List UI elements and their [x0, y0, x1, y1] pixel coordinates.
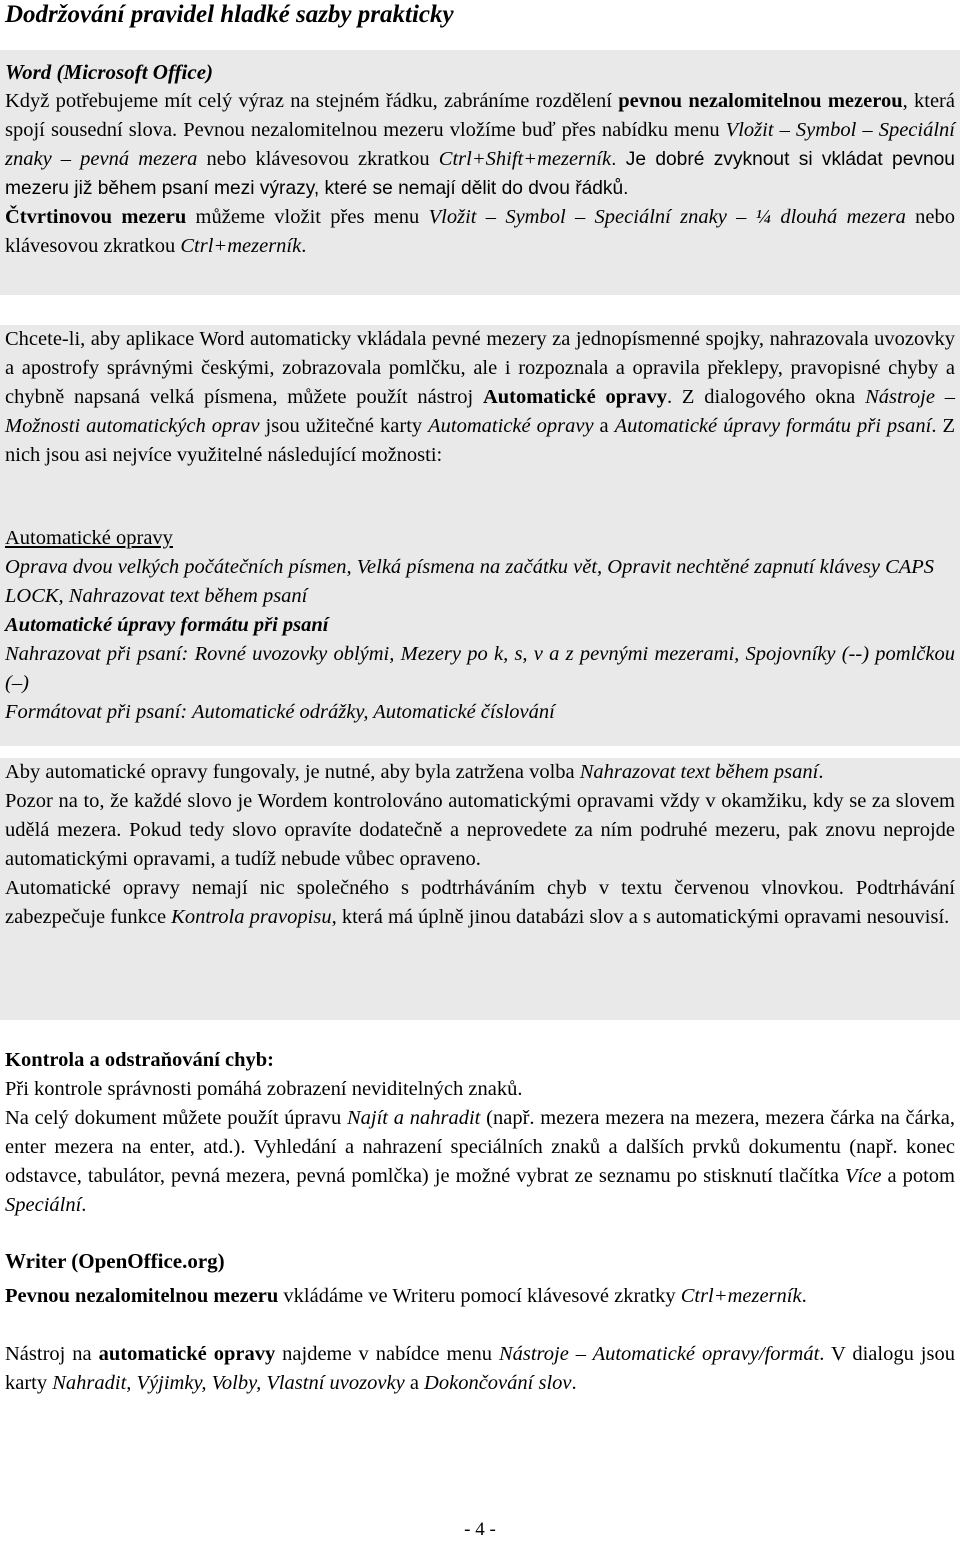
page-title: Dodržování pravidel hladké sazby prakticky	[5, 1, 454, 28]
word-paragraph-2: Čtvrtinovou mezeru můžeme vložit přes menu Vložit – Symbol – Speciální znaky – ¼ dlouhá mezera nebo klávesovou zkratkou Ctrl+mezerník.	[5, 206, 955, 257]
note-paragraph-1: Aby automatické opravy fungovaly, je nutné, aby byla zatržena volba Nahrazovat text během psaní.	[5, 761, 824, 783]
options-list-autoformat: Nahrazovat při psaní: Rovné uvozovky oblými, Mezery po k, s, v a z pevnými mezerami, Spojovníky (--) pomlčkou (–)	[5, 643, 955, 694]
options-list-format: Formátovat při psaní: Automatické odrážky, Automatické číslování	[5, 701, 555, 723]
writer-heading: Writer (OpenOffice.org)	[5, 1249, 225, 1273]
control-paragraph-2: Na celý dokument můžete použít úpravu Najít a nahradit (např. mezera mezera na mezera, mezera čárka na čárka, enter mezera na enter, atd.). Vyhledání a nahrazení speciálních znaků a dalších prvků dokumentu (např. konec odstavce, tabulátor, pevná mezera, pevná pomlčka) je možné vybrat ze seznamu po stisknutí tlačítka Více a potom Speciální.	[5, 1107, 955, 1216]
word-heading: Word (Microsoft Office)	[5, 60, 214, 84]
writer-section	[0, 1247, 960, 1398]
options-heading-autoformat: Automatické úpravy formátu při psaní	[5, 614, 329, 636]
writer-paragraph-2: Nástroj na automatické opravy najdeme v nabídce menu Nástroje – Automatické opravy/formát. V dialogu jsou karty Nahradit, Výjimky, Volby, Vlastní uvozovky a Dokončování slov.	[5, 1343, 955, 1394]
options-list-autocorrect: Oprava dvou velkých počátečních písmen, Velká písmena na začátku vět, Opravit nechtěné zapnutí klávesy CAPS LOCK, Nahrazovat text během psaní	[5, 556, 935, 607]
autocorrect-notes	[0, 758, 960, 1020]
word-paragraph-1: Když potřebujeme mít celý výraz na stejném řádku, zabráníme rozdělení pevnou nezalomitelnou mezerou, která spojí sousední slova. Pevnou nezalomitelnou mezeru vložíme buď přes nabídku menu Vložit – Symbol – Speciální znaky – pevná mezera nebo klávesovou zkratkou Ctrl+Shift+mezerník. Je dobré zvyknout si vkládat pevnou mezeru již během psaní mezi výrazy, které se nemají dělit do dvou řádků.	[5, 90, 955, 199]
word-section	[0, 50, 960, 295]
note-paragraph-2: Pozor na to, že každé slovo je Wordem kontrolováno automatickými opravami vždy v okamžiku, kdy se za slovem udělá mezera. Pokud tedy slovo opravíte dodatečně a neprovedete za ním podruhé mezeru, pak znovu neprojde automatickými opravami, a tudíž nebude vůbec opraveno.	[5, 790, 955, 870]
options-heading-autocorrect: Automatické opravy	[5, 527, 173, 549]
autocorrect-options	[0, 497, 960, 746]
control-paragraph-1: Při kontrole správnosti pomáhá zobrazení neviditelných znaků.	[5, 1078, 523, 1100]
control-heading: Kontrola a odstraňování chyb:	[5, 1049, 275, 1071]
writer-paragraph-1: Pevnou nezalomitelnou mezeru vkládáme ve Writeru pomocí klávesové zkratky Ctrl+mezerník.	[5, 1285, 807, 1307]
autocorrect-intro: Chcete-li, aby aplikace Word automaticky vkládala pevné mezery za jednopísmenné spojky, nahrazovala uvozovky a apostrofy správnými českými, zobrazovala pomlčku, ale i rozpoznala a opravila překlepy, pravopisné chyby a chybně napsaná velká písmena, můžete použít nástroj Automatické opravy. Z dialogového okna Nástroje – Možnosti automatických oprav jsou užitečné karty Automatické opravy a Automatické úpravy formátu při psaní. Z nich jsou asi nejvíce využitelné následující možnosti:	[0, 325, 960, 497]
page-number: - 4 -	[464, 1519, 496, 1540]
note-paragraph-3: Automatické opravy nemají nic společného s podtrháváním chyb v textu červenou vlnovkou. Podtrhávání zabezpečuje funkce Kontrola pravopisu, která má úplně jinou databázi slov a s automatickými opravami nesouvisí.	[5, 877, 955, 928]
control-section	[0, 1046, 960, 1220]
